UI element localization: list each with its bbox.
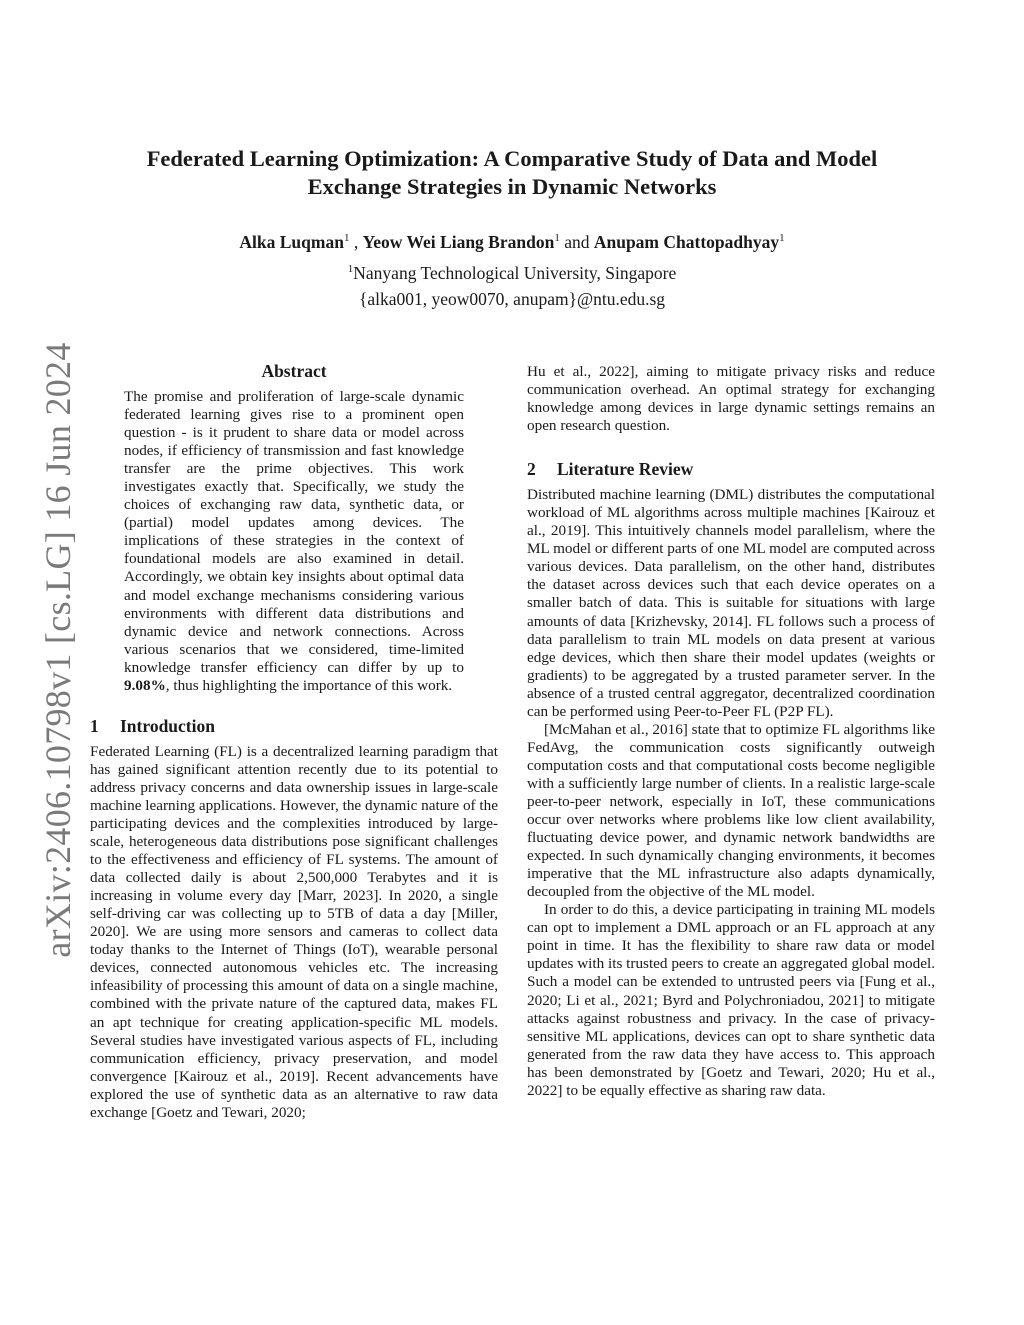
abstract-text-start: The promise and proliferation of large-scale dynamic federated learning gives rise to a prominent open question - is it prudent to share data or model across nodes, if efficiency of transmission and fast knowledge transfer are the prime objectives. This work investigates exactly that. Specifically, we study the choices of exchanging raw data, synthetic data, or (partial) model updates among devices. The implications of these strategies in the context of foundational models are also examined in detail. Accordingly, we obtain key insights about optimal data and model exchange mechanisms considering various environments with different data distributions and dynamic device and network connections. Across various scenarios that we considered, time-limited knowledge transfer efficiency can differ by up to xyxy=(124,388,464,676)
introduction-continuation: Hu et al., 2022], aiming to mitigate privacy risks and reduce communication overhead. An optimal strategy for exchanging knowledge among devices in large dynamic settings remains an open research question. xyxy=(527,363,935,435)
literature-paragraph-3: In order to do this, a device participating in training ML models can opt to implement a DML approach or an FL approach at any point in time. It has the flexibility to share raw data or model updates with its trusted peers to create an aggregated global model. Such a model can be extended to untrusted peers via [Fung et al., 2020; Li et al., 2021; Byrd and Polychroniadou, 2021] to mitigate attacks against robustness and privacy. In the case of privacy-sensitive ML applications, devices can opt to share synthetic data generated from the raw data they have access to. This approach has been demonstrated by [Goetz and Tewari, 2020; Hu et al., 2022] to be equally effective as sharing raw data. xyxy=(527,901,935,1099)
section-heading-literature-review xyxy=(527,458,935,480)
author-name: Alka Luqman xyxy=(239,232,344,252)
arxiv-identifier: arXiv:2406.10798v1 [cs.LG] 16 Jun 2024 xyxy=(38,342,78,958)
title-line-2: Exchange Strategies in Dynamic Networks xyxy=(307,174,717,199)
email-line: {alka001, yeow0070, anupam}@ntu.edu.sg xyxy=(358,289,666,309)
section-heading-introduction xyxy=(90,715,498,737)
section-number: 1 xyxy=(90,715,99,736)
author-separator: , xyxy=(349,232,363,252)
title-line-1: Federated Learning Optimization: A Comparative Study of Data and Model xyxy=(146,146,878,171)
author-separator: and xyxy=(559,232,594,252)
author-name: Anupam Chattopadhyay xyxy=(593,232,780,252)
section-number: 2 xyxy=(527,459,536,480)
introduction-paragraph: Federated Learning (FL) is a decentralized learning paradigm that has gained significant attention recently due to its potential to address privacy concerns and data ownership issues in large-scale machine learning applications. However, the dynamic nature of the participating devices and the complexities introduced by large-scale, heterogeneous data distributions pose significant challenges to the effectiveness and efficiency of FL systems. The amount of data collected daily is about 2,500,000 Terabytes and it is increasing in volume every day [Marr, 2023]. In 2020, a single self-driving car was collecting up to 5TB of data a day [Miller, 2020]. We are using more sensors and cameras to collect data today thanks to the Internet of Things (IoT), wearable personal devices, connected autonomous vehicles etc. The increasing infeasibility of processing this amount of data on a single machine, combined with the private nature of the captured data, makes FL an apt technique for creating application-specific ML models. Several studies have investigated various aspects of FL, including communication efficiency, privacy preservation, and model convergence [Kairouz et al., 2019]. Recent advancements have explored the use of synthetic data as an alternative to raw data exchange [Goetz and Tewari, 2020; xyxy=(90,742,498,1121)
affiliation-marker: 1 xyxy=(347,263,354,275)
affiliation-name: Nanyang Technological University, Singapore xyxy=(353,263,677,283)
affiliation-marker: 1 xyxy=(554,232,560,244)
abstract-text-end: , thus highlighting the importance of this work. xyxy=(165,676,453,694)
paper-title xyxy=(100,145,924,201)
author-name: Yeow Wei Liang Brandon xyxy=(362,232,555,252)
affiliation-marker: 1 xyxy=(779,232,785,244)
author-list xyxy=(100,231,924,253)
literature-paragraph-1: Distributed machine learning (DML) distributes the computational workload of ML algorithms across multiple machines [Kairouz et al., 2019]. This intuitively channels model parallelism, where the ML model or different parts of one ML model are computed across various devices. Data parallelism, on the other hand, distributes the dataset across devices such that each device operates on a smaller batch of data. This is suitable for situations with large amounts of data [Krizhevsky, 2014]. FL follows such a process of data parallelism to train ML models on data present at various edge devices, which then share their model updates (weights or gradients) to be aggregated by a trusted parameter server. In the absence of a trusted central aggregator, decentralized coordination can be performed using Peer-to-Peer FL (P2P FL). xyxy=(527,486,935,720)
affiliation-line xyxy=(100,260,924,286)
abstract-text xyxy=(124,388,464,695)
section-title: Introduction xyxy=(120,715,215,736)
affiliation-block xyxy=(100,260,924,312)
left-column xyxy=(90,360,498,1122)
right-column xyxy=(527,363,935,1100)
affiliation-marker: 1 xyxy=(343,232,350,244)
literature-paragraph-2: [McMahan et al., 2016] state that to optimize FL algorithms like FedAvg, the communication costs significantly outweigh computation costs and that computational costs become negligible with a sufficiently large number of clients. In a realistic large-scale peer-to-peer network, especially in IoT, these communications occur over networks where problems like low client availability, fluctuating device power, and dynamic network bandwidths are expected. In such dynamically changing environments, it becomes imperative that the ML infrastructure also adapts dynamically, decoupled from the objective of the ML model. xyxy=(527,720,935,901)
abstract-heading: Abstract xyxy=(261,361,327,381)
section-title: Literature Review xyxy=(557,459,694,480)
abstract-highlight: 9.08% xyxy=(124,676,166,694)
